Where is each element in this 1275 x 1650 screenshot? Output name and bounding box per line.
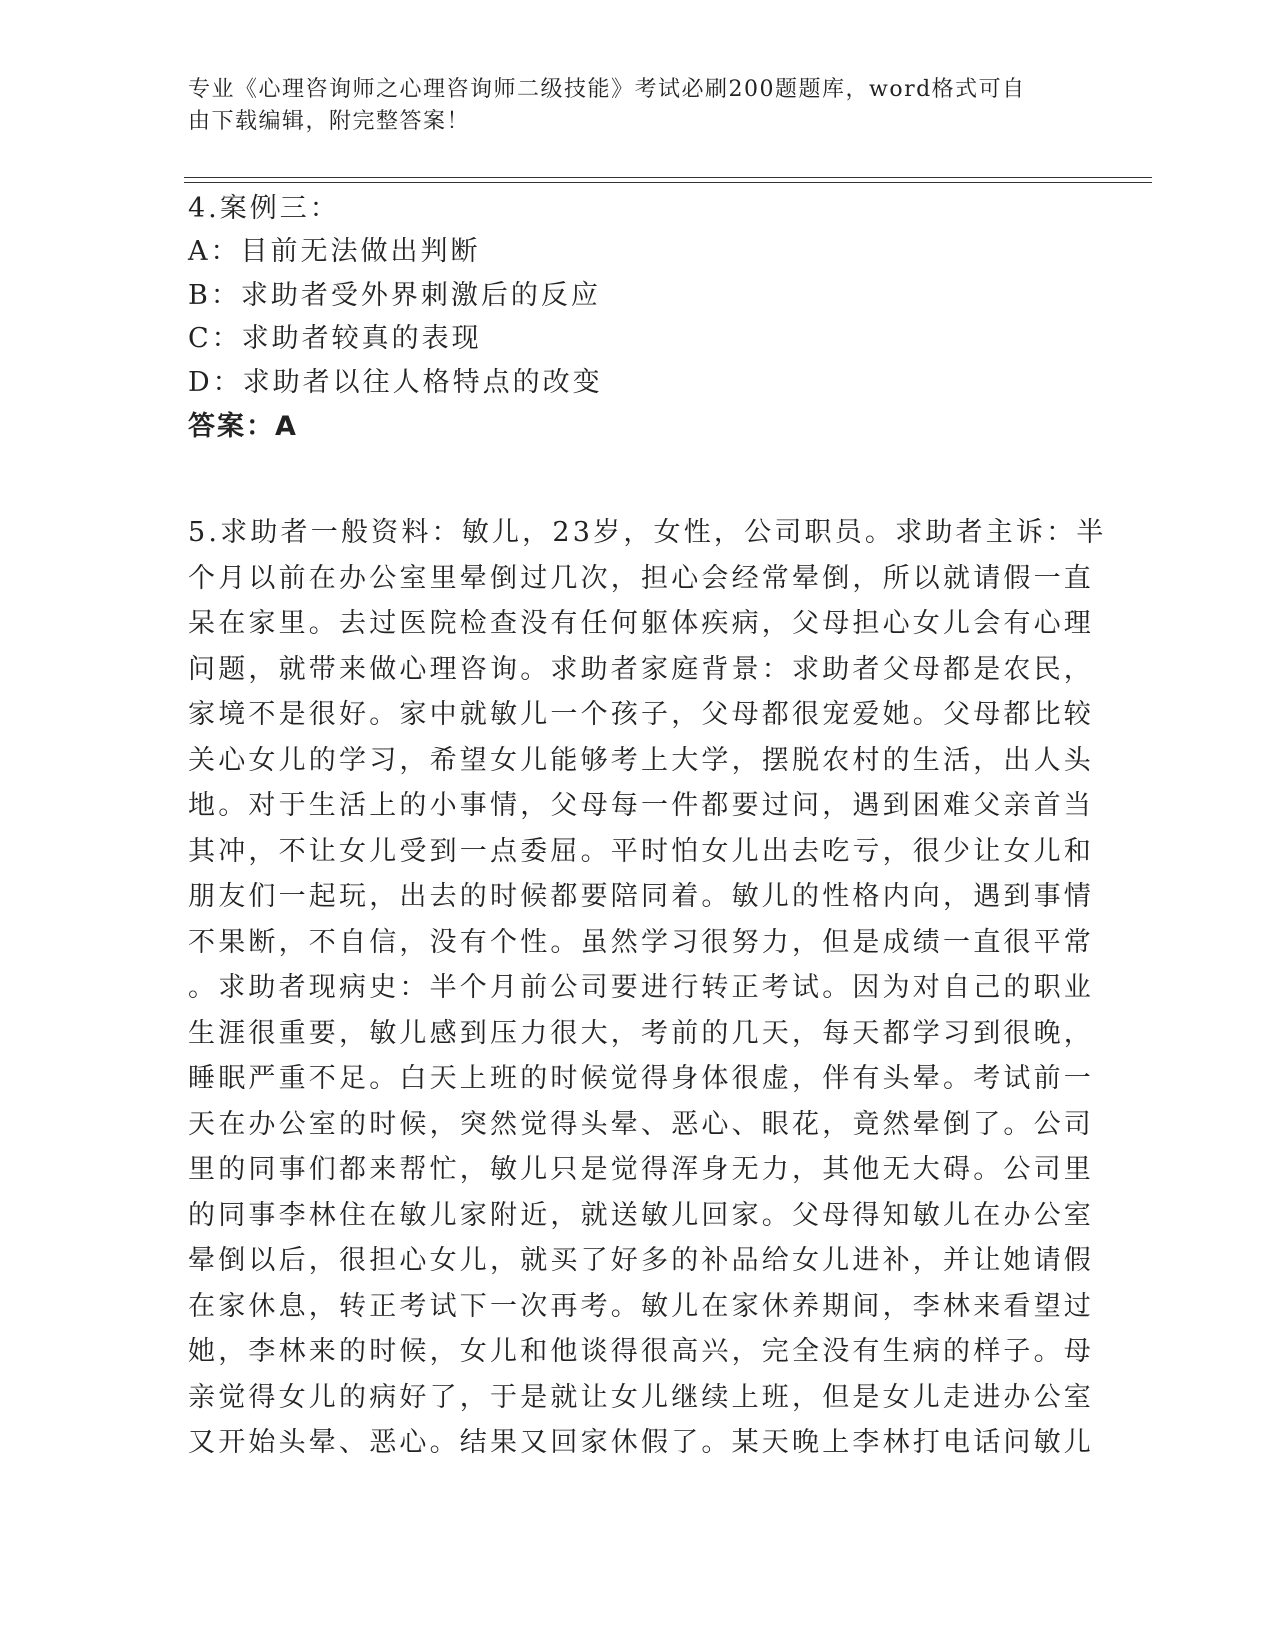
header-line-2: 由下载编辑，附完整答案！ (188, 109, 471, 134)
question-5-line: 问题，就带来做心理咨询。求助者家庭背景：求助者父母都是农民， (188, 653, 1094, 685)
question-5-line: 家境不是很好。家中就敏儿一个孩子，父母都很宠爱她。父母都比较 (188, 699, 1094, 730)
question-5-line: 朋友们一起玩，出去的时候都要陪同着。敏儿的性格内向，遇到事情 (188, 881, 1094, 912)
question-5-line: 晕倒以后，很担心女儿，就买了好多的补品给女儿进补，并让她请假 (188, 1245, 1094, 1276)
question-5-line: 。求助者现病史：半个月前公司要进行转正考试。因为对自己的职业 (188, 972, 1094, 1003)
question-5-line: 睡眠严重不足。白天上班的时候觉得身体很虚，伴有头晕。考试前一 (188, 1063, 1094, 1094)
question-5-line: 她，李林来的时候，女儿和他谈得很高兴，完全没有生病的样子。母 (188, 1336, 1094, 1367)
question-4-option-c: C：求助者较真的表现 (188, 323, 482, 354)
question-5-line: 亲觉得女儿的病好了，于是就让女儿继续上班，但是女儿走进办公室 (188, 1381, 1094, 1413)
document-header (188, 74, 1088, 138)
question-4-option-b: B：求助者受外界刺激后的反应 (188, 280, 601, 311)
question-5-line: 不果断，不自信，没有个性。虽然学习很努力，但是成绩一直很平常 (188, 926, 1094, 958)
question-5-line: 5.求助者一般资料：敏儿，23岁，女性，公司职员。求助者主诉：半 (188, 517, 1107, 548)
question-5-line: 又开始头晕、恶心。结果又回家休假了。某天晚上李林打电话问敏儿 (188, 1427, 1094, 1458)
question-5-text (188, 510, 1107, 1466)
question-5-line: 在家休息，转正考试下一次再考。敏儿在家休养期间，李林来看望过 (188, 1290, 1094, 1322)
question-4-option-a: A：目前无法做出判断 (188, 236, 481, 267)
question-5-line: 呆在家里。去过医院检查没有任何躯体疾病，父母担心女儿会有心理 (188, 608, 1094, 639)
header-divider-top (184, 177, 1152, 178)
question-5-line: 里的同事们都来帮忙，敏儿只是觉得浑身无力，其他无大碍。公司里 (188, 1154, 1094, 1185)
question-5-line: 生涯很重要，敏儿感到压力很大，考前的几天，每天都学习到很晚， (188, 1017, 1094, 1049)
question-4-answer: 答案：A (188, 411, 298, 442)
header-line-1: 专业《心理咨询师之心理咨询师二级技能》考试必刷200题题库，word格式可自 (188, 77, 1026, 102)
question-5-line: 其冲，不让女儿受到一点委屈。平时怕女儿出去吃亏，很少让女儿和 (188, 835, 1094, 867)
question-5-line: 关心女儿的学习，希望女儿能够考上大学，摆脱农村的生活，出人头 (188, 744, 1094, 776)
question-5-line: 个月以前在办公室里晕倒过几次，担心会经常晕倒，所以就请假一直 (188, 562, 1094, 594)
question-5-line: 的同事李林住在敏儿家附近，就送敏儿回家。父母得知敏儿在办公室 (188, 1199, 1094, 1231)
header-divider-bottom (184, 182, 1152, 183)
question-4-stem: 4.案例三： (188, 193, 340, 224)
question-4-option-d: D：求助者以往人格特点的改变 (188, 367, 603, 398)
question-5-line: 地。对于生活上的小事情，父母每一件都要过问，遇到困难父亲首当 (188, 790, 1094, 821)
question-5-line: 天在办公室的时候，突然觉得头晕、恶心、眼花，竟然晕倒了。公司 (188, 1108, 1094, 1140)
